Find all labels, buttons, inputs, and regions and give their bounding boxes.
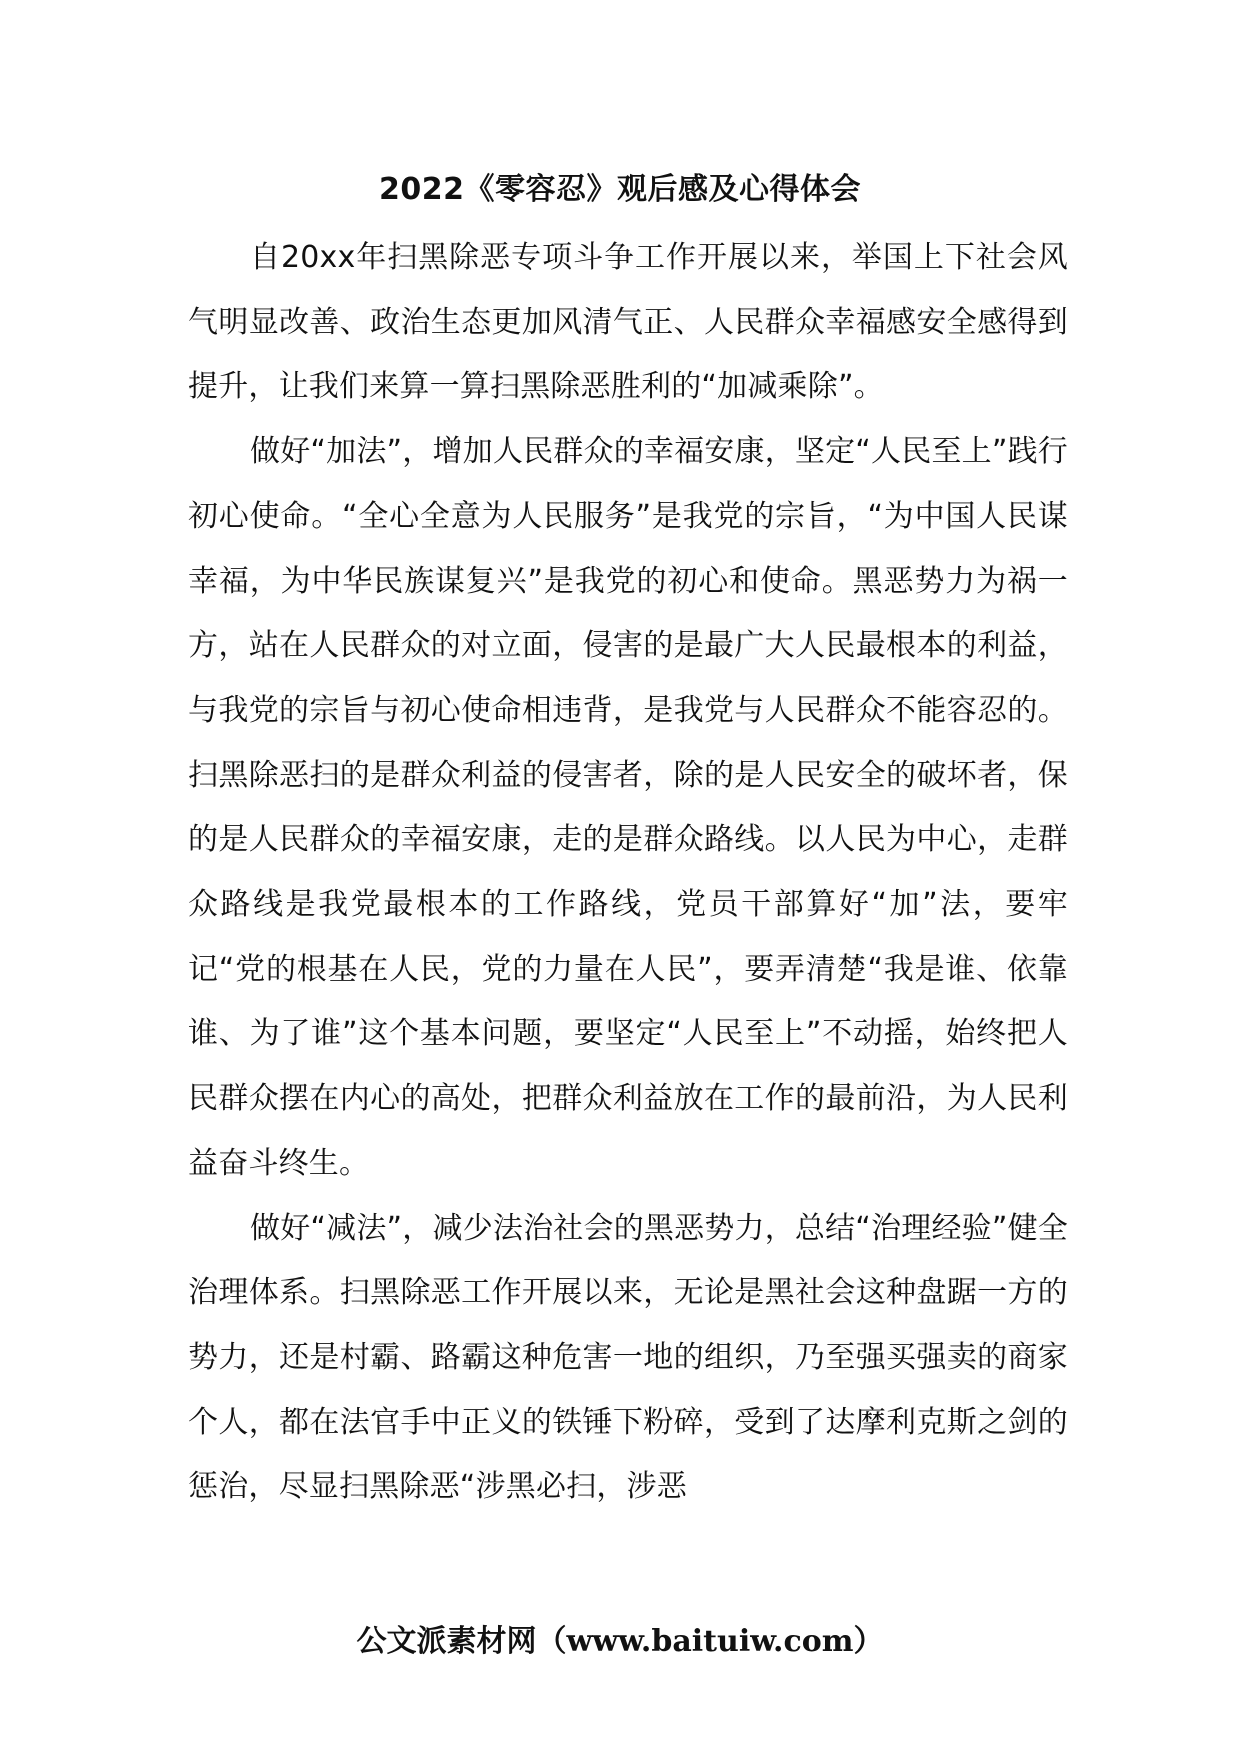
paragraph-subtraction: 做好“减法”，减少法治社会的黑恶势力，总结“治理经验”健全治理体系。扫黑除恶工作开展以来，无论是黑社会这种盘踞一方的势力，还是村霸、路霸这种危害一地的组织，乃至强买强卖的商家个人，都在法官手中正义的铁锤下粉碎，受到了达摩利克斯之剑的惩治，尽显扫黑除恶“涉黑必扫，涉恶 <box>188 1210 1068 1505</box>
footer-site-url: （www.baituiw.com） <box>536 1624 884 1659</box>
paragraph-addition: 做好“加法”，增加人民群众的幸福安康，坚定“人民至上”践行初心使命。“全心全意为人民服务”是我党的宗旨，“为中国人民谋幸福，为中华民族谋复兴”是我党的初心和使命。黑恶势力为祸一方，站在人民群众的对立面，侵害的是最广大人民最根本的利益，与我党的宗旨与初心使命相违背，是我党与人民群众不能容忍的。扫黑除恶扫的是群众利益的侵害者，除的是人民安全的破坏者，保的是人民群众的幸福安康，走的是群众路线。以人民为中心，走群众路线是我党最根本的工作路线，党员干部算好“加”法，要牢记“党的根基在人民，党的力量在人民”，要弄清楚“我是谁、依靠谁、为了谁”这个基本问题，要坚定“人民至上”不动摇，始终把人民群众摆在内心的高处，把群众利益放在工作的最前沿，为人民利益奋斗终生。 <box>188 434 1068 1181</box>
page-footer <box>0 1617 1240 1667</box>
document-title: 2022《零容忍》观后感及心得体会 <box>379 172 861 207</box>
document-body <box>188 226 1068 1520</box>
paragraph-intro: 自20xx年扫黑除恶专项斗争工作开展以来，举国上下社会风气明显改善、政治生态更加风清气正、人民群众幸福感安全感得到提升，让我们来算一算扫黑除恶胜利的“加减乘除”。 <box>188 240 1068 405</box>
footer-site-name: 公文派素材网 <box>356 1624 537 1659</box>
